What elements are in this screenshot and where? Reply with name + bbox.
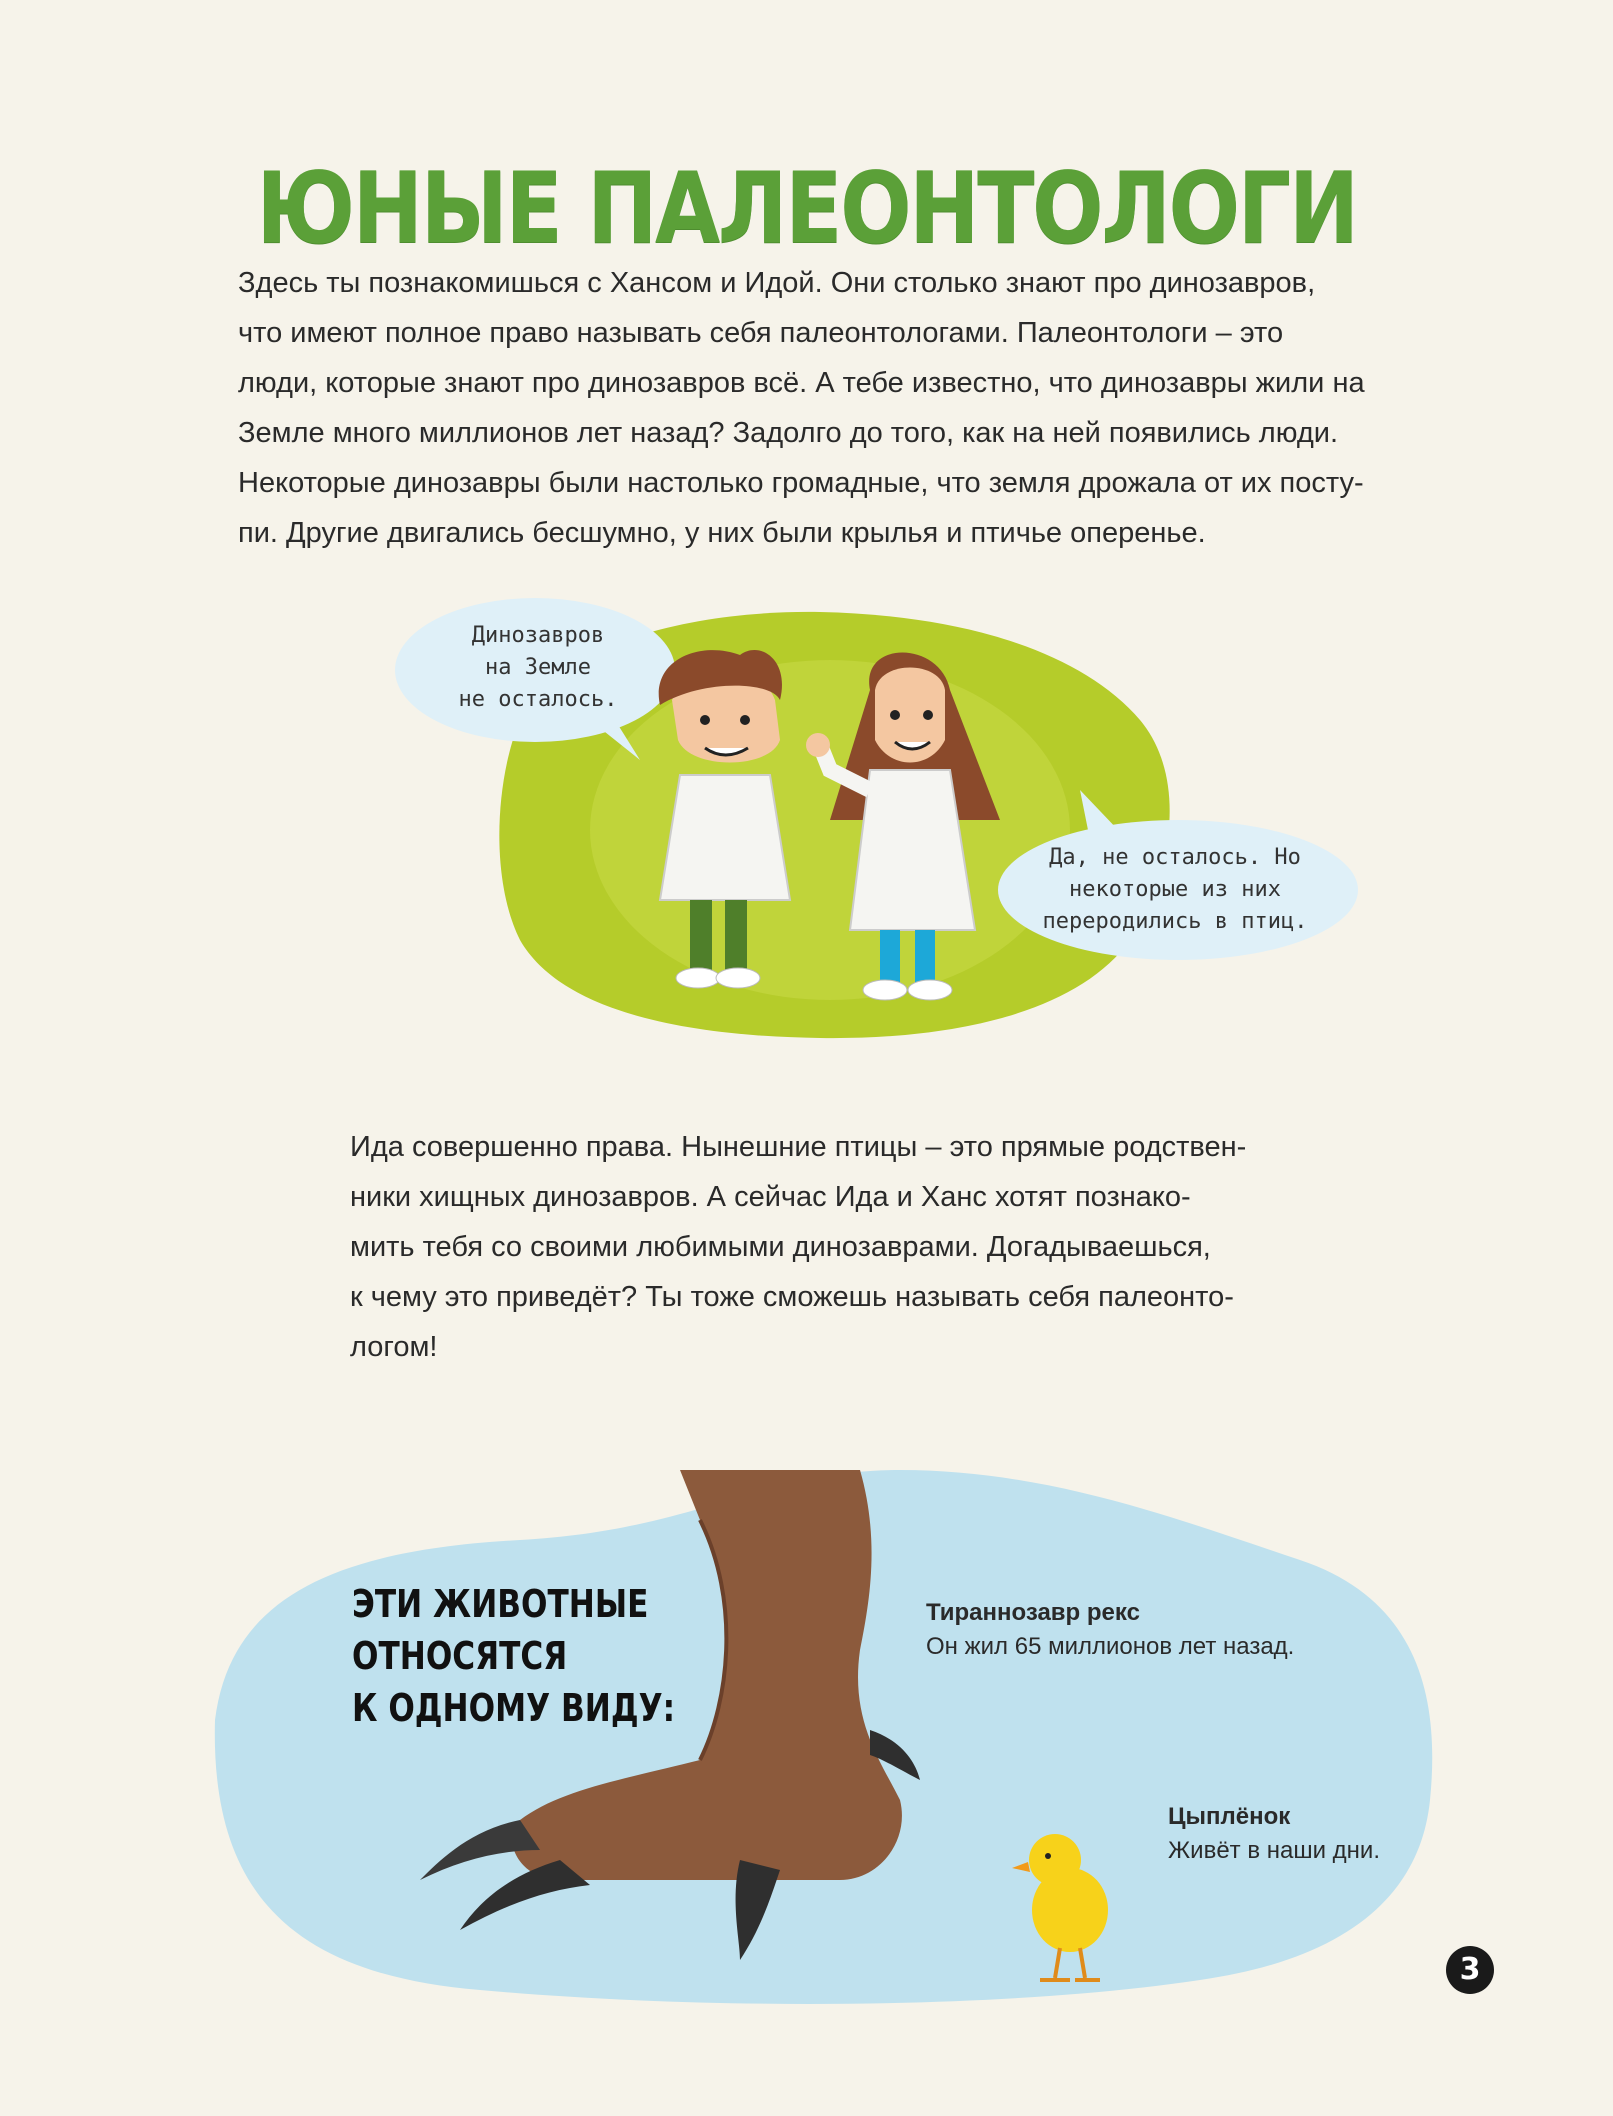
- animals-heading: [352, 1578, 675, 1734]
- animals-heading-line: К ОДНОМУ ВИДУ:: [352, 1686, 676, 1730]
- bubble-line: некоторые из них: [1069, 877, 1281, 902]
- second-line: мить тебя со своими любимыми динозаврами. Догадываешься,: [350, 1231, 1211, 1263]
- intro-line: пи. Другие двигались бесшумно, у них были крылья и птичье оперенье.: [238, 517, 1206, 549]
- trex-desc: Он жил 65 миллионов лет назад.: [926, 1633, 1295, 1660]
- page-number: 3: [1446, 1946, 1494, 1994]
- second-line: к чему это приведёт? Ты тоже сможешь называть себя палеонто-: [350, 1281, 1234, 1313]
- second-line: логом!: [350, 1331, 438, 1363]
- bubble-line: переродились в птиц.: [1042, 909, 1308, 934]
- bubble-line: Да, не осталось. Но: [1049, 845, 1301, 870]
- intro-paragraph: [238, 258, 1365, 558]
- second-paragraph: [350, 1122, 1246, 1372]
- intro-line: что имеют полное право называть себя палеонтологами. Палеонтологи – это: [238, 317, 1284, 349]
- animals-heading-line: ЭТИ ЖИВОТНЫЕ: [352, 1582, 649, 1626]
- chick-desc: Живёт в наши дни.: [1168, 1837, 1381, 1864]
- intro-line: Некоторые динозавры были настолько громадные, что земля дрожала от их посту-: [238, 467, 1364, 499]
- intro-line: Здесь ты познакомишься с Хансом и Идой. Они столько знают про динозавров,: [238, 267, 1316, 299]
- second-line: Ида совершенно права. Нынешние птицы – это прямые родствен-: [350, 1131, 1247, 1163]
- intro-line: Земле много миллионов лет назад? Задолго до того, как на ней появились люди.: [238, 417, 1339, 449]
- trex-label: [926, 1596, 1294, 1664]
- intro-line: люди, которые знают про динозавров всё. А тебе известно, что динозавры жили на: [238, 367, 1365, 399]
- bubble-line: на Земле: [485, 655, 591, 680]
- bubble-line: Динозавров: [471, 623, 605, 648]
- animals-heading-line: ОТНОСЯТСЯ: [352, 1634, 568, 1678]
- chick-label: [1168, 1800, 1380, 1868]
- trex-name: Тираннозавр рекс: [926, 1599, 1140, 1626]
- bubble-ida-text: [1020, 842, 1330, 938]
- second-line: ники хищных динозавров. А сейчас Ида и Ханс хотят познако-: [350, 1181, 1191, 1213]
- chick-name: Цыплёнок: [1168, 1803, 1291, 1830]
- bubble-hans-text: [418, 620, 658, 716]
- page-title: ЮНЫЕ ПАЛЕОНТОЛОГИ: [256, 152, 1357, 266]
- bubble-line: не осталось.: [458, 687, 618, 712]
